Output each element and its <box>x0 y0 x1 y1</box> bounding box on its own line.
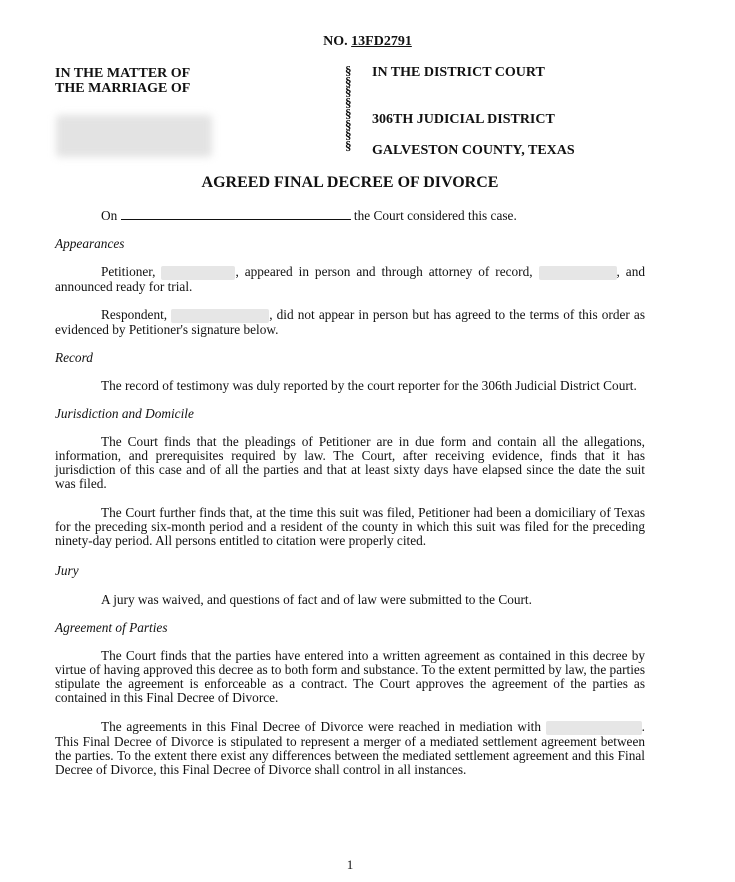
paragraph-jurisdiction-1: The Court finds that the pleadings of Petitioner are in due form and contain all the allegations, information, and prerequisites required by law. The Court, after receiving evidence, finds that it has jurisdiction of this case and of all the parties and that at least sixty days have elapsed since the date the suit was filed. <box>55 434 645 491</box>
respondent-text-2: , did not appear in person but has agreed to the terms of this order as evidenced by Petitioner's signature below. <box>55 307 645 337</box>
respondent-text-1: Respondent, <box>101 307 168 322</box>
page-number: 1 <box>346 857 354 872</box>
matter-line-1: IN THE MATTER OF <box>55 66 191 81</box>
petitioner-text-1: Petitioner, <box>101 264 156 279</box>
matter-line-2: THE MARRIAGE OF <box>55 81 191 96</box>
redacted-attorney-name <box>539 266 617 280</box>
on-date-line <box>55 208 645 223</box>
heading-appearances: Appearances <box>55 236 125 251</box>
case-number: 13FD2791 <box>351 34 412 49</box>
court-line-3: GALVESTON COUNTY, TEXAS <box>372 143 575 158</box>
document-title: AGREED FINAL DECREE OF DIVORCE <box>201 174 499 191</box>
date-blank-line <box>121 208 351 220</box>
petitioner-text-2: , appeared in person and through attorney of record, <box>235 264 533 279</box>
on-label: On <box>101 208 118 223</box>
paragraph-agreement-1: The Court finds that the parties have entered into a written agreement as contained in this decree by virtue of having approved this decree as to both form and substance. To the extent permitted by law, the parties stipulate the agreement is enforceable as a contract. The Court approves the agreement of the parties as contained in this Final Decree of Divorce. <box>55 648 645 705</box>
paragraph-agreement-2 <box>55 720 645 777</box>
heading-jurisdiction: Jurisdiction and Domicile <box>55 406 194 421</box>
court-line-2: 306TH JUDICIAL DISTRICT <box>372 112 555 127</box>
on-line-rest: the Court considered this case. <box>353 208 517 223</box>
petitioner-text-3: , and announced ready for trial. <box>55 264 645 294</box>
agreement2-text-2: . This Final Decree of Divorce is stipulated to represent a merger of a mediated settlement agreement between the parties. To the extent there exist any differences between the mediated settlement agreement and this Final Decree of Divorce, this Final Decree of Divorce shall control in all instances. <box>55 719 645 777</box>
heading-agreement: Agreement of Parties <box>55 620 168 635</box>
case-number-label: NO. <box>323 34 348 49</box>
section-symbols: § § § § § § § § <box>345 63 352 153</box>
paragraph-jurisdiction-2: The Court further finds that, at the time this suit was filed, Petitioner had been a domiciliary of Texas for the preceding six-month period and a resident of the county in which this suit was filed for the preceding ninety-day period. All persons entitled to citation were properly cited. <box>55 505 645 548</box>
paragraph-petitioner <box>55 265 645 294</box>
redacted-mediator-name <box>546 721 642 735</box>
paragraph-jury: A jury was waived, and questions of fact and of law were submitted to the Court. <box>101 592 532 607</box>
redacted-respondent-name <box>171 309 269 323</box>
redacted-party-names <box>56 115 212 157</box>
agreement2-text-1: The agreements in this Final Decree of Divorce were reached in mediation with <box>101 719 541 734</box>
paragraph-respondent <box>55 308 645 337</box>
heading-jury: Jury <box>55 563 79 578</box>
case-number-line <box>0 35 735 49</box>
court-line-1: IN THE DISTRICT COURT <box>372 65 545 80</box>
heading-record: Record <box>55 350 93 365</box>
paragraph-record: The record of testimony was duly reported by the court reporter for the 306th Judicial District Court. <box>101 378 637 393</box>
redacted-petitioner-name <box>161 266 235 280</box>
matter-caption <box>55 66 190 96</box>
